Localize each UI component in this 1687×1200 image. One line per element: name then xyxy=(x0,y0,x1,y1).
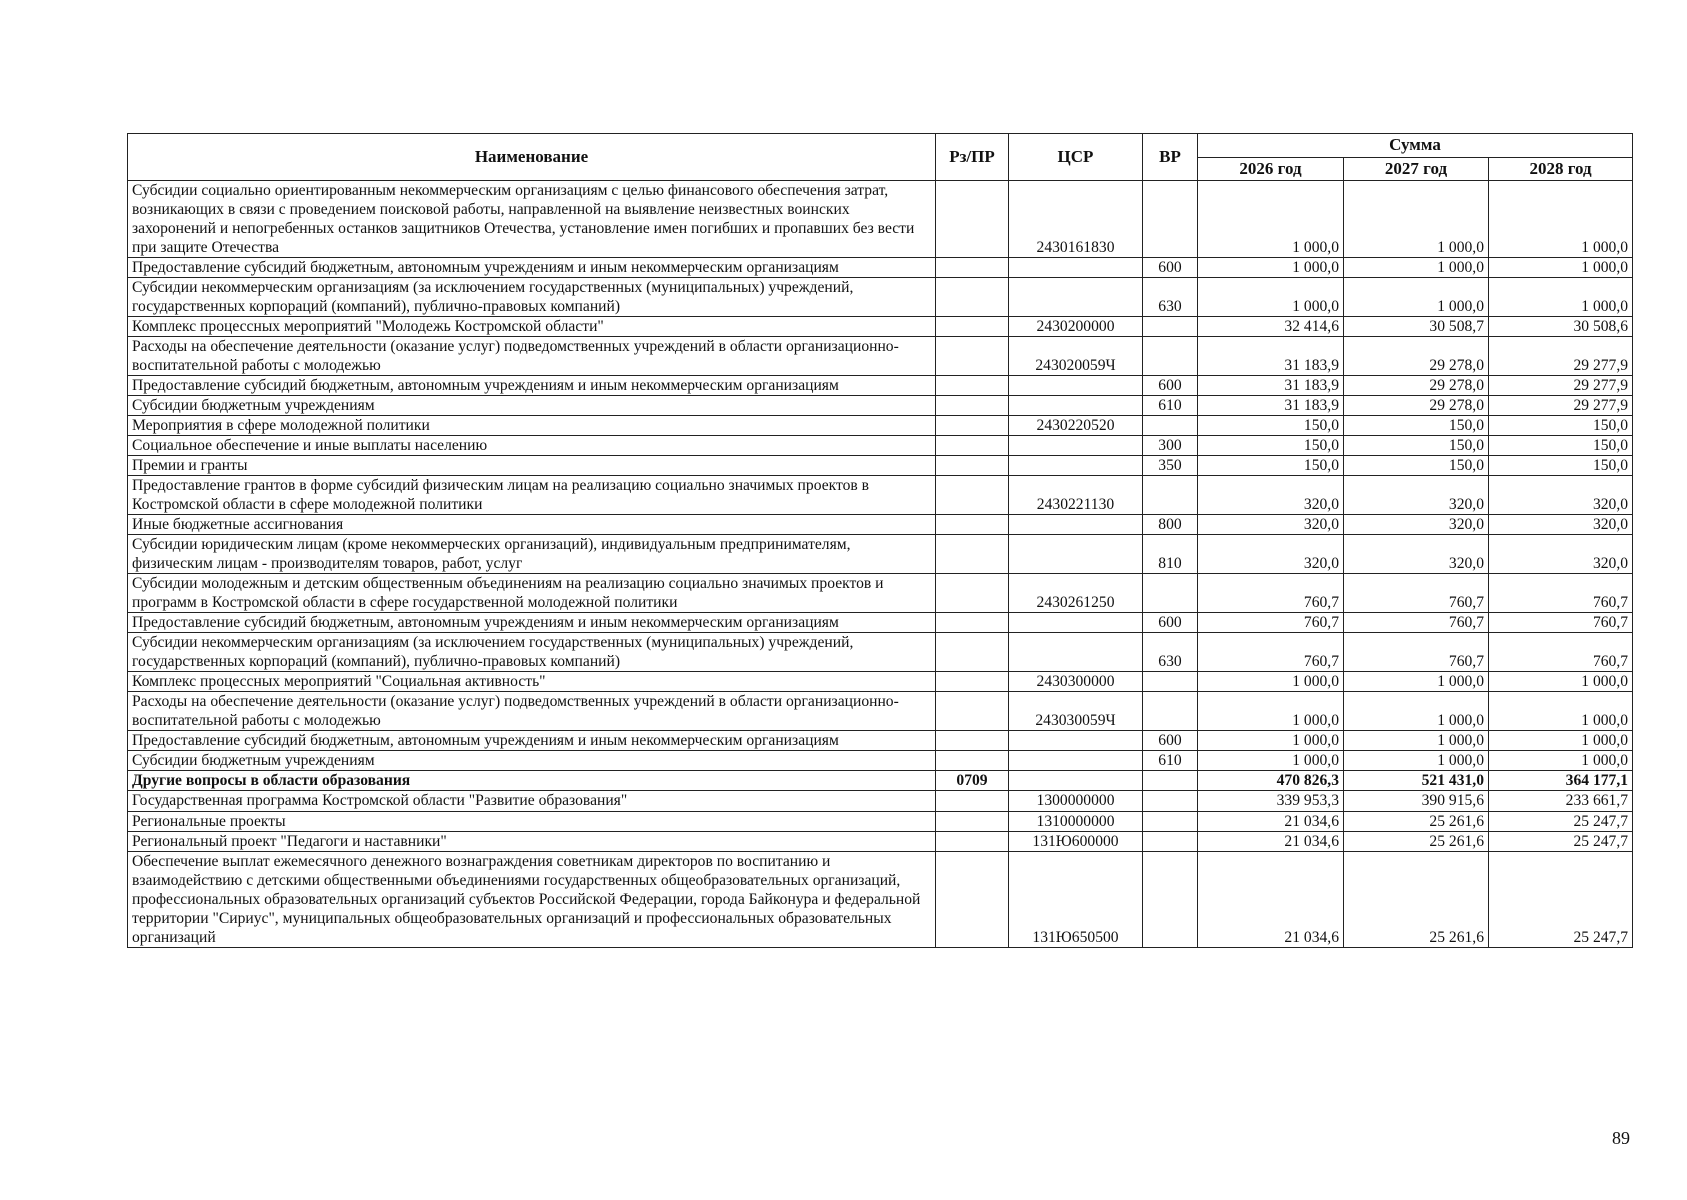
row-amount-2028: 29 277,9 xyxy=(1489,376,1633,396)
row-csr: 2430261250 xyxy=(1009,574,1143,613)
row-name: Предоставление грантов в форме субсидий физическим лицам на реализацию социально значимых проектов в Костромской области в сфере молодежной политики xyxy=(128,476,936,515)
header-year-2026: 2026 год xyxy=(1198,158,1344,181)
row-amount-2027: 29 278,0 xyxy=(1344,396,1489,416)
row-amount-2027: 320,0 xyxy=(1344,515,1489,535)
row-rzpr xyxy=(936,811,1009,831)
row-vr: 630 xyxy=(1143,278,1198,317)
row-csr: 131Ю650500 xyxy=(1009,851,1143,947)
row-amount-2026: 21 034,6 xyxy=(1198,811,1344,831)
row-name: Государственная программа Костромской области "Развитие образования" xyxy=(128,791,936,811)
row-vr xyxy=(1143,791,1198,811)
row-amount-2027: 25 261,6 xyxy=(1344,831,1489,851)
row-amount-2027: 1 000,0 xyxy=(1344,181,1489,258)
row-rzpr xyxy=(936,672,1009,692)
row-amount-2026: 21 034,6 xyxy=(1198,831,1344,851)
row-name: Социальное обеспечение и иные выплаты населению xyxy=(128,436,936,456)
row-amount-2028: 760,7 xyxy=(1489,613,1633,633)
row-amount-2026: 760,7 xyxy=(1198,574,1344,613)
row-amount-2028: 25 247,7 xyxy=(1489,811,1633,831)
table-row xyxy=(128,574,1633,613)
header-csr: ЦСР xyxy=(1009,134,1143,181)
row-name: Субсидии социально ориентированным некоммерческим организациям с целью финансового обеспечения затрат, возникающих в связи с проведением поисковой работы, направленной на выявление неизвестных воинских захоронений и непогребенных останков защитников Отечества, установление имен погибших и пропавших без вести при защите Отечества xyxy=(128,181,936,258)
row-vr: 350 xyxy=(1143,456,1198,476)
row-csr: 131Ю600000 xyxy=(1009,831,1143,851)
row-amount-2026: 150,0 xyxy=(1198,456,1344,476)
row-amount-2028: 320,0 xyxy=(1489,535,1633,574)
row-amount-2027: 760,7 xyxy=(1344,633,1489,672)
row-rzpr xyxy=(936,791,1009,811)
row-vr: 600 xyxy=(1143,731,1198,751)
table-row xyxy=(128,831,1633,851)
row-name: Субсидии юридическим лицам (кроме некоммерческих организаций), индивидуальным предпринимателям, физическим лицам - производителям товаров, работ, услуг xyxy=(128,535,936,574)
row-vr: 610 xyxy=(1143,751,1198,771)
row-amount-2026: 320,0 xyxy=(1198,476,1344,515)
row-amount-2028: 233 661,7 xyxy=(1489,791,1633,811)
row-name: Предоставление субсидий бюджетным, автономным учреждениям и иным некоммерческим организациям xyxy=(128,258,936,278)
row-amount-2026: 21 034,6 xyxy=(1198,851,1344,947)
budget-table xyxy=(127,133,1633,948)
header-rzpr: Рз/ПР xyxy=(936,134,1009,181)
row-rzpr xyxy=(936,337,1009,376)
row-amount-2028: 320,0 xyxy=(1489,476,1633,515)
row-csr xyxy=(1009,258,1143,278)
row-name: Региональный проект "Педагоги и наставники" xyxy=(128,831,936,851)
row-name: Субсидии некоммерческим организациям (за исключением государственных (муниципальных) учреждений, государственных корпораций (компаний), публично-правовых компаний) xyxy=(128,278,936,317)
row-csr xyxy=(1009,731,1143,751)
row-name: Обеспечение выплат ежемесячного денежного вознаграждения советникам директоров по воспитанию и взаимодействию с детскими общественными объединениями государственных общеобразовательных организаций, профессиональных образовательных организаций субъектов Российской Федерации, города Байконура и федеральной территории "Сириус", муниципальных общеобразовательных организаций и профессиональных образовательных организаций xyxy=(128,851,936,947)
row-amount-2028: 320,0 xyxy=(1489,515,1633,535)
row-amount-2028: 25 247,7 xyxy=(1489,831,1633,851)
row-vr xyxy=(1143,181,1198,258)
row-vr xyxy=(1143,811,1198,831)
row-csr xyxy=(1009,771,1143,791)
row-amount-2027: 150,0 xyxy=(1344,416,1489,436)
row-amount-2028: 1 000,0 xyxy=(1489,751,1633,771)
row-amount-2027: 150,0 xyxy=(1344,456,1489,476)
row-csr xyxy=(1009,515,1143,535)
table-row xyxy=(128,278,1633,317)
row-amount-2026: 760,7 xyxy=(1198,633,1344,672)
row-rzpr xyxy=(936,416,1009,436)
row-csr: 2430200000 xyxy=(1009,317,1143,337)
row-amount-2028: 364 177,1 xyxy=(1489,771,1633,791)
table-row xyxy=(128,376,1633,396)
row-vr: 600 xyxy=(1143,613,1198,633)
row-amount-2026: 760,7 xyxy=(1198,613,1344,633)
row-rzpr xyxy=(936,613,1009,633)
row-csr: 2430221130 xyxy=(1009,476,1143,515)
table-row xyxy=(128,515,1633,535)
header-name: Наименование xyxy=(128,134,936,181)
row-name: Субсидии некоммерческим организациям (за исключением государственных (муниципальных) учреждений, государственных корпораций (компаний), публично-правовых компаний) xyxy=(128,633,936,672)
row-rzpr: 0709 xyxy=(936,771,1009,791)
row-vr: 630 xyxy=(1143,633,1198,672)
row-csr xyxy=(1009,633,1143,672)
row-amount-2027: 320,0 xyxy=(1344,476,1489,515)
table-row xyxy=(128,258,1633,278)
row-rzpr xyxy=(936,181,1009,258)
row-amount-2028: 30 508,6 xyxy=(1489,317,1633,337)
row-vr xyxy=(1143,337,1198,376)
row-rzpr xyxy=(936,751,1009,771)
row-amount-2026: 31 183,9 xyxy=(1198,376,1344,396)
row-amount-2028: 1 000,0 xyxy=(1489,181,1633,258)
row-rzpr xyxy=(936,633,1009,672)
row-amount-2028: 29 277,9 xyxy=(1489,337,1633,376)
row-vr: 600 xyxy=(1143,376,1198,396)
table-row xyxy=(128,436,1633,456)
row-rzpr xyxy=(936,258,1009,278)
row-amount-2027: 1 000,0 xyxy=(1344,258,1489,278)
table-row xyxy=(128,751,1633,771)
row-amount-2026: 339 953,3 xyxy=(1198,791,1344,811)
row-name: Региональные проекты xyxy=(128,811,936,831)
row-amount-2028: 760,7 xyxy=(1489,574,1633,613)
row-csr xyxy=(1009,751,1143,771)
table-row xyxy=(128,811,1633,831)
row-amount-2028: 1 000,0 xyxy=(1489,672,1633,692)
row-vr xyxy=(1143,771,1198,791)
row-amount-2027: 29 278,0 xyxy=(1344,337,1489,376)
row-amount-2028: 150,0 xyxy=(1489,456,1633,476)
row-amount-2027: 521 431,0 xyxy=(1344,771,1489,791)
row-amount-2027: 760,7 xyxy=(1344,574,1489,613)
row-vr: 600 xyxy=(1143,258,1198,278)
row-vr xyxy=(1143,692,1198,731)
row-csr: 1300000000 xyxy=(1009,791,1143,811)
row-amount-2026: 1 000,0 xyxy=(1198,278,1344,317)
row-vr: 300 xyxy=(1143,436,1198,456)
row-amount-2028: 29 277,9 xyxy=(1489,396,1633,416)
row-amount-2027: 30 508,7 xyxy=(1344,317,1489,337)
row-name: Премии и гранты xyxy=(128,456,936,476)
table-row xyxy=(128,396,1633,416)
row-vr: 810 xyxy=(1143,535,1198,574)
table-body xyxy=(128,181,1633,948)
table-row xyxy=(128,337,1633,376)
row-amount-2027: 1 000,0 xyxy=(1344,751,1489,771)
row-name: Комплекс процессных мероприятий "Молодежь Костромской области" xyxy=(128,317,936,337)
row-name: Предоставление субсидий бюджетным, автономным учреждениям и иным некоммерческим организациям xyxy=(128,376,936,396)
row-amount-2026: 320,0 xyxy=(1198,535,1344,574)
row-amount-2028: 1 000,0 xyxy=(1489,278,1633,317)
row-amount-2026: 150,0 xyxy=(1198,436,1344,456)
row-vr: 610 xyxy=(1143,396,1198,416)
row-rzpr xyxy=(936,574,1009,613)
row-amount-2028: 150,0 xyxy=(1489,436,1633,456)
row-name: Предоставление субсидий бюджетным, автономным учреждениям и иным некоммерческим организациям xyxy=(128,731,936,751)
row-amount-2028: 760,7 xyxy=(1489,633,1633,672)
row-rzpr xyxy=(936,731,1009,751)
row-rzpr xyxy=(936,396,1009,416)
row-vr xyxy=(1143,672,1198,692)
row-rzpr xyxy=(936,515,1009,535)
row-rzpr xyxy=(936,376,1009,396)
row-amount-2028: 1 000,0 xyxy=(1489,258,1633,278)
row-csr: 243030059Ч xyxy=(1009,692,1143,731)
row-amount-2026: 1 000,0 xyxy=(1198,672,1344,692)
row-name: Субсидии бюджетным учреждениям xyxy=(128,751,936,771)
row-amount-2026: 320,0 xyxy=(1198,515,1344,535)
row-vr: 800 xyxy=(1143,515,1198,535)
header-vr: ВР xyxy=(1143,134,1198,181)
row-amount-2028: 25 247,7 xyxy=(1489,851,1633,947)
row-csr xyxy=(1009,613,1143,633)
row-vr xyxy=(1143,574,1198,613)
table-row xyxy=(128,731,1633,751)
table-row xyxy=(128,416,1633,436)
row-csr: 243020059Ч xyxy=(1009,337,1143,376)
row-vr xyxy=(1143,416,1198,436)
row-amount-2026: 31 183,9 xyxy=(1198,337,1344,376)
row-name: Предоставление субсидий бюджетным, автономным учреждениям и иным некоммерческим организациям xyxy=(128,613,936,633)
row-csr: 1310000000 xyxy=(1009,811,1143,831)
row-rzpr xyxy=(936,476,1009,515)
row-amount-2027: 320,0 xyxy=(1344,535,1489,574)
row-rzpr xyxy=(936,456,1009,476)
row-rzpr xyxy=(936,535,1009,574)
table-row xyxy=(128,181,1633,258)
row-csr xyxy=(1009,376,1143,396)
table-row xyxy=(128,633,1633,672)
header-sum: Сумма xyxy=(1198,134,1633,158)
row-amount-2026: 31 183,9 xyxy=(1198,396,1344,416)
table-row xyxy=(128,613,1633,633)
table-row xyxy=(128,672,1633,692)
row-csr: 2430161830 xyxy=(1009,181,1143,258)
table-row xyxy=(128,791,1633,811)
row-name: Субсидии молодежным и детским общественным объединениям на реализацию социально значимых проектов и программ в Костромской области в сфере государственной молодежной политики xyxy=(128,574,936,613)
row-amount-2027: 760,7 xyxy=(1344,613,1489,633)
row-name: Расходы на обеспечение деятельности (оказание услуг) подведомственных учреждений в области организационно-воспитательной работы с молодежью xyxy=(128,337,936,376)
row-csr xyxy=(1009,396,1143,416)
row-amount-2026: 1 000,0 xyxy=(1198,751,1344,771)
row-amount-2026: 1 000,0 xyxy=(1198,181,1344,258)
row-amount-2026: 150,0 xyxy=(1198,416,1344,436)
row-rzpr xyxy=(936,851,1009,947)
header-year-2028: 2028 год xyxy=(1489,158,1633,181)
row-name: Другие вопросы в области образования xyxy=(128,771,936,791)
row-name: Комплекс процессных мероприятий "Социальная активность" xyxy=(128,672,936,692)
row-vr xyxy=(1143,851,1198,947)
table-header xyxy=(128,134,1633,181)
table-row xyxy=(128,317,1633,337)
row-csr xyxy=(1009,278,1143,317)
row-amount-2027: 29 278,0 xyxy=(1344,376,1489,396)
table-row xyxy=(128,692,1633,731)
row-rzpr xyxy=(936,692,1009,731)
row-amount-2028: 1 000,0 xyxy=(1489,731,1633,751)
table-row xyxy=(128,456,1633,476)
row-name: Иные бюджетные ассигнования xyxy=(128,515,936,535)
row-csr: 2430220520 xyxy=(1009,416,1143,436)
row-amount-2027: 150,0 xyxy=(1344,436,1489,456)
row-amount-2027: 1 000,0 xyxy=(1344,278,1489,317)
table-row xyxy=(128,851,1633,947)
row-amount-2027: 1 000,0 xyxy=(1344,692,1489,731)
table-row xyxy=(128,476,1633,515)
row-amount-2027: 25 261,6 xyxy=(1344,851,1489,947)
row-csr xyxy=(1009,535,1143,574)
row-vr xyxy=(1143,317,1198,337)
row-rzpr xyxy=(936,436,1009,456)
row-name: Расходы на обеспечение деятельности (оказание услуг) подведомственных учреждений в области организационно-воспитательной работы с молодежью xyxy=(128,692,936,731)
row-rzpr xyxy=(936,317,1009,337)
row-amount-2028: 150,0 xyxy=(1489,416,1633,436)
row-amount-2027: 390 915,6 xyxy=(1344,791,1489,811)
row-csr: 2430300000 xyxy=(1009,672,1143,692)
row-csr xyxy=(1009,436,1143,456)
row-vr xyxy=(1143,831,1198,851)
row-amount-2026: 1 000,0 xyxy=(1198,731,1344,751)
table-row xyxy=(128,535,1633,574)
row-amount-2026: 1 000,0 xyxy=(1198,258,1344,278)
header-year-2027: 2027 год xyxy=(1344,158,1489,181)
row-name: Субсидии бюджетным учреждениям xyxy=(128,396,936,416)
row-name: Мероприятия в сфере молодежной политики xyxy=(128,416,936,436)
row-amount-2027: 1 000,0 xyxy=(1344,672,1489,692)
row-vr xyxy=(1143,476,1198,515)
row-amount-2026: 470 826,3 xyxy=(1198,771,1344,791)
row-amount-2026: 1 000,0 xyxy=(1198,692,1344,731)
row-rzpr xyxy=(936,831,1009,851)
row-amount-2028: 1 000,0 xyxy=(1489,692,1633,731)
page-number: 89 xyxy=(1612,1128,1630,1148)
row-amount-2027: 1 000,0 xyxy=(1344,731,1489,751)
row-csr xyxy=(1009,456,1143,476)
table-row xyxy=(128,771,1633,791)
row-amount-2026: 32 414,6 xyxy=(1198,317,1344,337)
row-amount-2027: 25 261,6 xyxy=(1344,811,1489,831)
row-rzpr xyxy=(936,278,1009,317)
